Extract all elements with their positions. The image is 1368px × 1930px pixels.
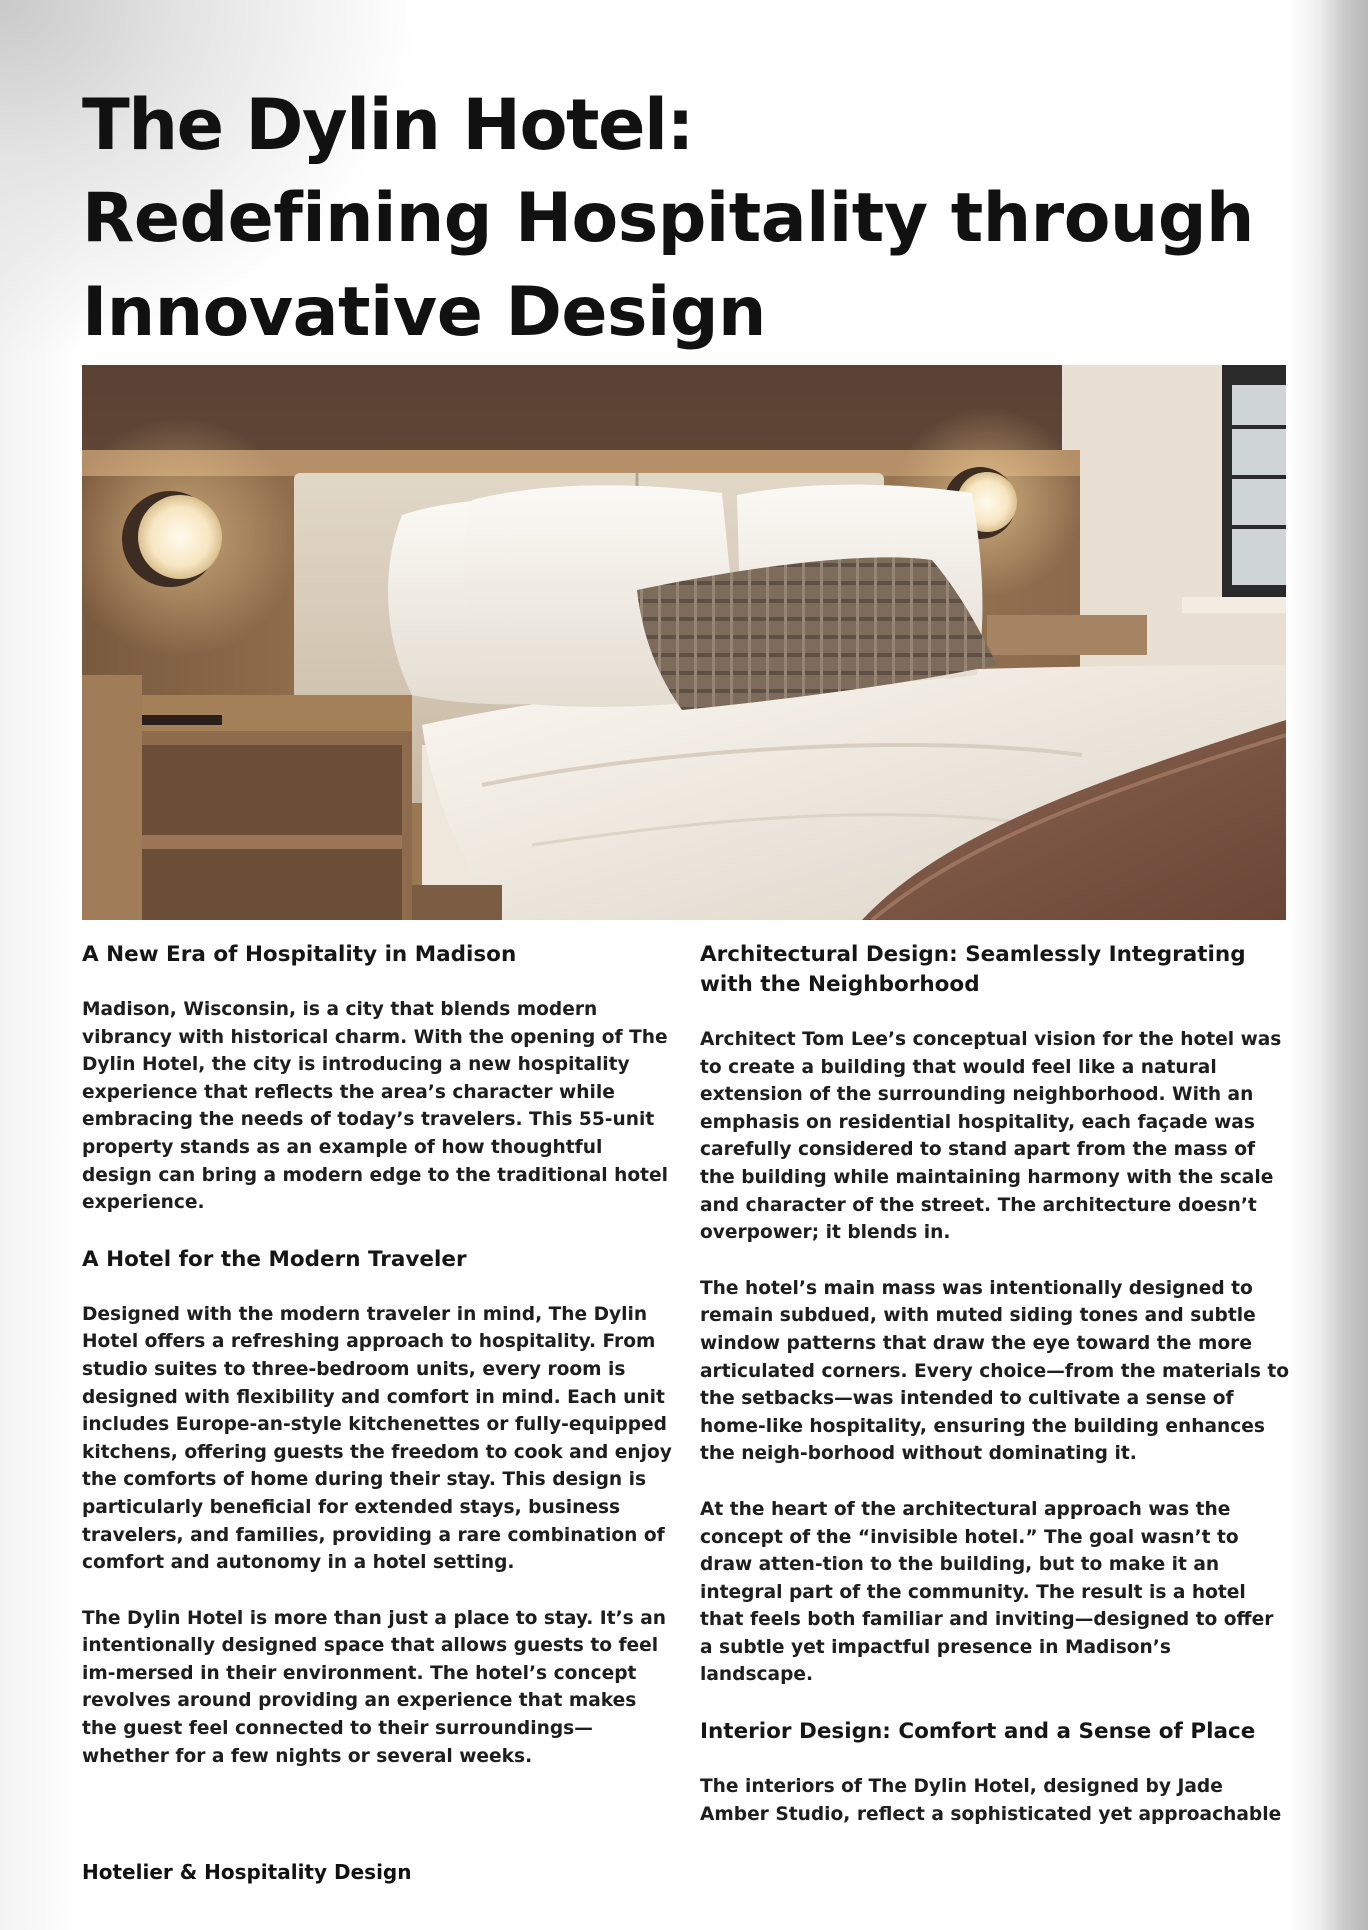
left-column (82, 940, 672, 1798)
paragraph-main-mass: The hotel’s main mass was intentionally designed to remain subdued, with muted siding tones and subtle window patterns that draw the eye toward the more articulated corners. Every choice—from the materials to the setbacks—was intended to cultivate a sense of home-like hospitality, ensuring the building enhances the neigh-borhood without dominating it. (700, 1277, 1290, 1465)
heading-modern-traveler: A Hotel for the Modern Traveler (82, 1246, 467, 1272)
heading-architectural-design: Architectural Design: Seamlessly Integrating with the Neighborhood (700, 942, 1246, 997)
paragraph-architect-vision: Architect Tom Lee’s conceptual vision for the hotel was to create a building that would feel like a natural extension of the surrounding neighborhood. With an emphasis on residential hospitality, each façade was carefully considered to stand apart from the mass of the building while maintaining harmony with the scale and character of the street. The architecture doesn’t overpower; it blends in. (700, 1029, 1282, 1244)
heading-new-era: A New Era of Hospitality in Madison (82, 942, 517, 967)
heading-interior-design: Interior Design: Comfort and a Sense of Place (700, 1719, 1256, 1745)
article-title (82, 78, 1302, 360)
hotel-bedroom-photo (82, 365, 1286, 920)
paragraph-madison: Madison, Wisconsin, is a city that blends modern vibrancy with historical charm. With the opening of The Dylin Hotel, the city is introducing a new hospitality experience that reflects the area’s character while embracing the needs of today’s travelers. This 55-unit property stands as an example of how thoughtful design can bring a modern edge to the traditional hotel experience. (82, 999, 669, 1214)
right-column (700, 940, 1290, 1856)
publication-footer: Hotelier & Hospitality Design (82, 1860, 412, 1884)
paragraph-more-than-stay: The Dylin Hotel is more than just a place to stay. It’s an intentionally designed space that allows guests to feel im-mersed in their environment. The hotel’s concept revolves around providing an experience that makes the guest feel connected to their surroundings—whether for a few nights or several weeks. (82, 1607, 667, 1767)
title-line-1: The Dylin Hotel: (82, 84, 693, 166)
paragraph-interiors: The interiors of The Dylin Hotel, designed by Jade Amber Studio, reflect a sophisticated yet approachable (700, 1776, 1282, 1825)
paragraph-invisible-hotel: At the heart of the architectural approach was the concept of the “invisible hotel.” The goal wasn’t to draw atten-tion to the building, but to make it an integral part of the community. The result is a hotel that feels both familiar and inviting—designed to offer a subtle yet impactful presence in Madison’s landscape. (700, 1498, 1274, 1686)
paragraph-modern-traveler: Designed with the modern traveler in mind, The Dylin Hotel offers a refreshing approach to hospitality. From studio suites to three-bedroom units, every room is designed with flexibility and comfort in mind. Each unit includes Europe-an-style kitchenettes or fully-equipped kitchens, offering guests the freedom to cook and enjoy the comforts of home during their stay. This design is particularly beneficial for extended stays, business travelers, and families, providing a rare combination of comfort and autonomy in a hotel setting. (82, 1303, 672, 1574)
title-line-2: Redefining Hospitality through Innovative Design (82, 179, 1254, 352)
